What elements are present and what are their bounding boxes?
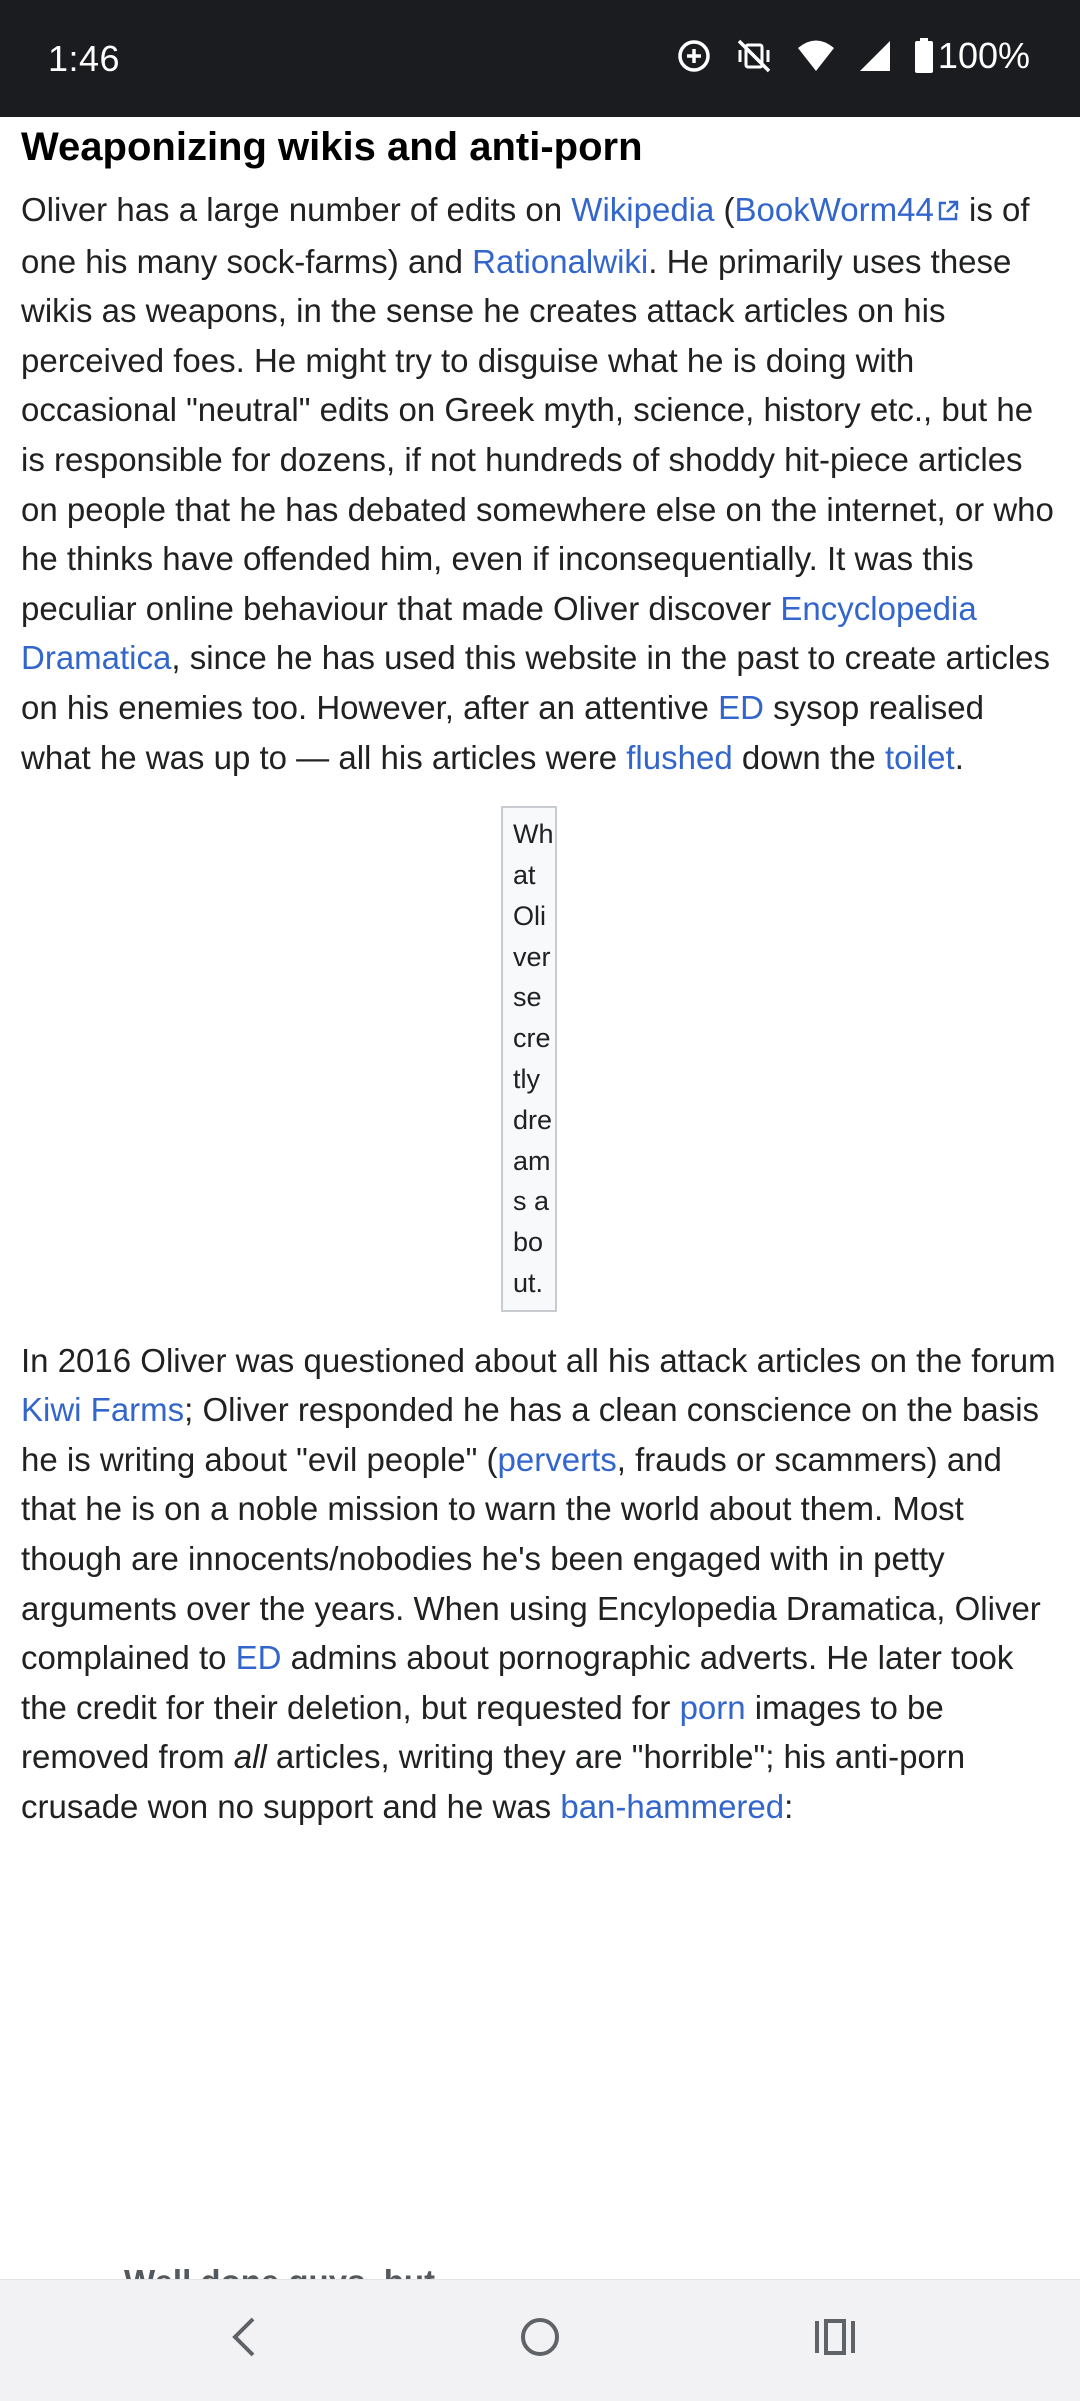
back-button[interactable] xyxy=(205,2304,285,2374)
text: Oliver has a large number of edits on xyxy=(21,191,572,228)
link-flushed[interactable]: flushed xyxy=(626,738,733,776)
link-ed-admins[interactable]: ED xyxy=(235,1639,282,1677)
data-saver-icon xyxy=(676,38,712,74)
image-caption: What Oliver secretly dreams about. xyxy=(501,806,557,1312)
text: articles, writing they are "horrible"; his anti-porn crusade won no support and he was xyxy=(21,1738,966,1826)
paragraph-weaponizing xyxy=(21,185,1059,782)
image-frame xyxy=(21,806,1059,1312)
navigation-bar xyxy=(0,2279,1080,2401)
link-rationalwiki[interactable]: Rationalwiki xyxy=(472,242,649,280)
text: sysop realised what he was up to — all his articles were xyxy=(21,688,985,776)
link-toilet[interactable]: toilet xyxy=(884,738,955,776)
paragraph-kiwi-farms xyxy=(21,1336,1059,1832)
text: images to be removed from xyxy=(21,1688,944,1776)
status-bar xyxy=(0,0,1080,117)
text: , since he has used this website in the past to create articles on his enemies too. However, after an attentive xyxy=(21,639,1051,726)
text: ; Oliver responded he has a clean conscience on the basis he is writing about "evil people" ( xyxy=(21,1391,1040,1478)
link-kiwi-farms[interactable]: Kiwi Farms xyxy=(21,1391,185,1429)
section-heading: Weaponizing wikis and anti-porn xyxy=(21,125,643,169)
cell-signal-icon xyxy=(858,39,892,73)
text: down the xyxy=(732,738,885,776)
text: , frauds or scammers) and that he is on a noble mission to warn the world about them. Most though are innocents/nobodies he's been engaged with in petty arguments over the years. When using Encylopedia Dramatica, Oliver complained to xyxy=(21,1440,1041,1677)
status-icons xyxy=(654,34,1030,78)
home-button[interactable] xyxy=(500,2304,580,2374)
link-bookworm44-label: BookWorm44 xyxy=(734,191,934,228)
emphasis-all: all xyxy=(233,1738,267,1776)
vibrate-off-icon xyxy=(734,38,774,74)
back-chevron-icon xyxy=(225,2315,265,2364)
link-ban-hammered[interactable]: ban-hammered xyxy=(560,1788,785,1826)
link-ed[interactable]: ED xyxy=(718,688,764,726)
article-content[interactable] xyxy=(0,117,1080,2279)
link-porn[interactable]: porn xyxy=(679,1688,746,1726)
battery-percent: 100% xyxy=(937,35,1030,76)
status-time: 1:46 xyxy=(48,38,121,79)
link-wikipedia[interactable]: Wikipedia xyxy=(571,191,715,228)
text: . xyxy=(954,738,964,776)
link-perverts[interactable]: perverts xyxy=(497,1440,617,1478)
home-circle-icon xyxy=(518,2315,562,2364)
link-bookworm44[interactable] xyxy=(735,191,960,228)
external-link-icon xyxy=(936,187,960,237)
recents-button[interactable] xyxy=(795,2304,875,2374)
text: : xyxy=(784,1788,794,1826)
text: is of one his many sock-farms) and xyxy=(21,191,1030,280)
battery-icon xyxy=(914,35,1030,77)
link-encyclopedia-dramatica[interactable]: Encyclopedia Dramatica xyxy=(21,589,977,677)
wifi-icon xyxy=(796,39,836,73)
text: In 2016 Oliver was questioned about all his attack articles on the forum xyxy=(21,1341,1056,1379)
text: . He primarily uses these wikis as weapons, in the sense he creates attack articles on his perceived foes. He might try to disguise what he is doing with occasional "neutral" edits on Greek myth, science, history etc., but he is responsible for dozens, if not hundreds of shoddy hit-piece articles on people that he has debated somewhere else on the internet, or who he thinks have offended him, even if inconsequentially. It was this peculiar online behaviour that made Oliver discover xyxy=(21,242,1054,627)
article xyxy=(0,117,1080,1832)
recents-icon xyxy=(813,2317,857,2362)
text: admins about pornographic adverts. He later took the credit for their deletion, but requested for xyxy=(21,1639,1014,1726)
text: ( xyxy=(714,191,735,228)
